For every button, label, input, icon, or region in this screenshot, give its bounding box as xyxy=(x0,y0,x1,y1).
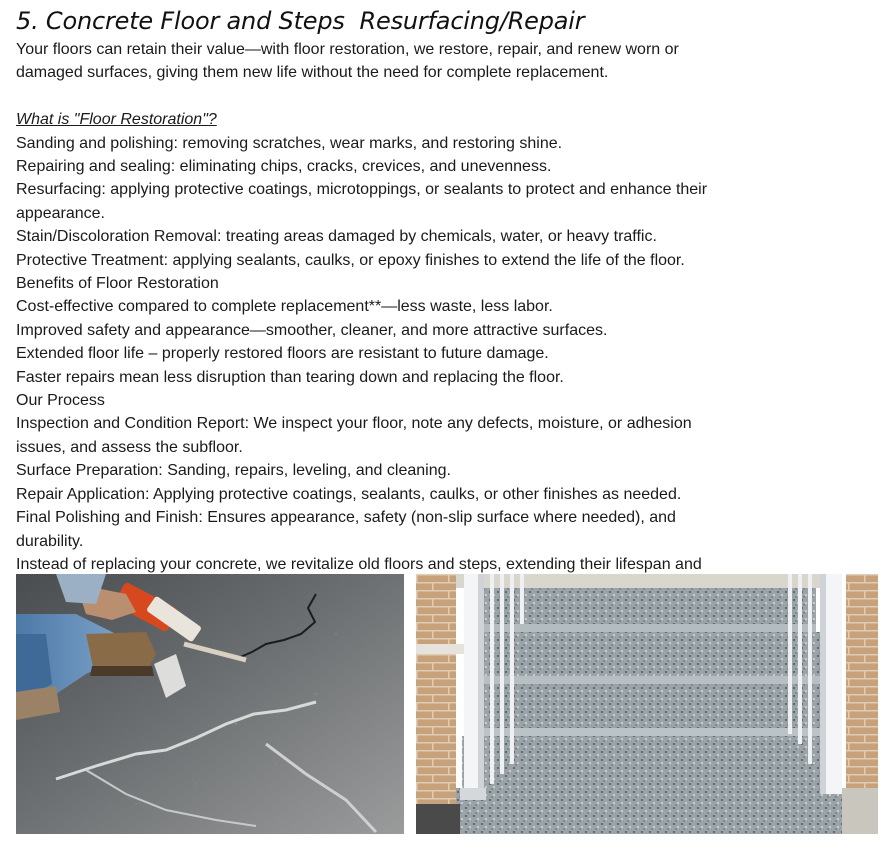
restoration-question: What is "Floor Restoration"? xyxy=(16,111,217,129)
benefit-item: Faster repairs mean less disruption than tearing down and replacing the floor. xyxy=(16,368,564,386)
restoration-item: Stain/Discoloration Removal: treating areas damaged by chemicals, water, or heavy traffic. xyxy=(16,228,657,246)
photo-row xyxy=(16,574,878,834)
caulking-concrete-crack-photo xyxy=(16,574,404,834)
restoration-item: Sanding and polishing: removing scratches, wear marks, and restoring shine. xyxy=(16,134,563,152)
restoration-item: Resurfacing: applying protective coatings, microtoppings, or sealants to protect and enhance their appearance. xyxy=(16,181,708,222)
restoration-item: Repairing and sealing: eliminating chips, cracks, crevices, and unevenness. xyxy=(16,158,552,176)
process-step: Surface Preparation: Sanding, repairs, leveling, and cleaning. xyxy=(16,462,451,480)
closing-paragraph: Instead of replacing your concrete, we revitalize old floors and steps, extending their lifespan and xyxy=(16,555,702,573)
article-section xyxy=(16,4,736,576)
process-heading: Our Process xyxy=(16,392,105,410)
intro-paragraph: Your floors can retain their value—with floor restoration, we restore, repair, and renew worn or damaged surfaces, giving them new life without the need for complete replacement. xyxy=(16,41,679,82)
resurfaced-steps-photo xyxy=(416,574,878,834)
benefit-item: Improved safety and appearance—smoother, cleaner, and more attractive surfaces. xyxy=(16,321,608,339)
process-step: Final Polishing and Finish: Ensures appearance, safety (non-slip surface where needed), and durability. xyxy=(16,509,676,550)
benefit-item: Extended floor life – properly restored floors are resistant to future damage. xyxy=(16,345,549,363)
hidden-text-fragment xyxy=(404,574,416,594)
section-title: 5. Concrete Floor and Steps Resurfacing/Repair xyxy=(16,7,585,35)
benefit-item: Cost-effective compared to complete replacement**—less waste, less labor. xyxy=(16,298,553,316)
restoration-item: Protective Treatment: applying sealants, caulks, or epoxy finishes to extend the life of the floor. xyxy=(16,251,685,269)
process-step: Repair Application: Applying protective coatings, sealants, caulks, or other finishes as needed. xyxy=(16,485,682,503)
benefits-heading: Benefits of Floor Restoration xyxy=(16,275,219,293)
process-step: Inspection and Condition Report: We inspect your floor, note any defects, moisture, or adhesion issues, and assess the subfloor. xyxy=(16,415,692,456)
